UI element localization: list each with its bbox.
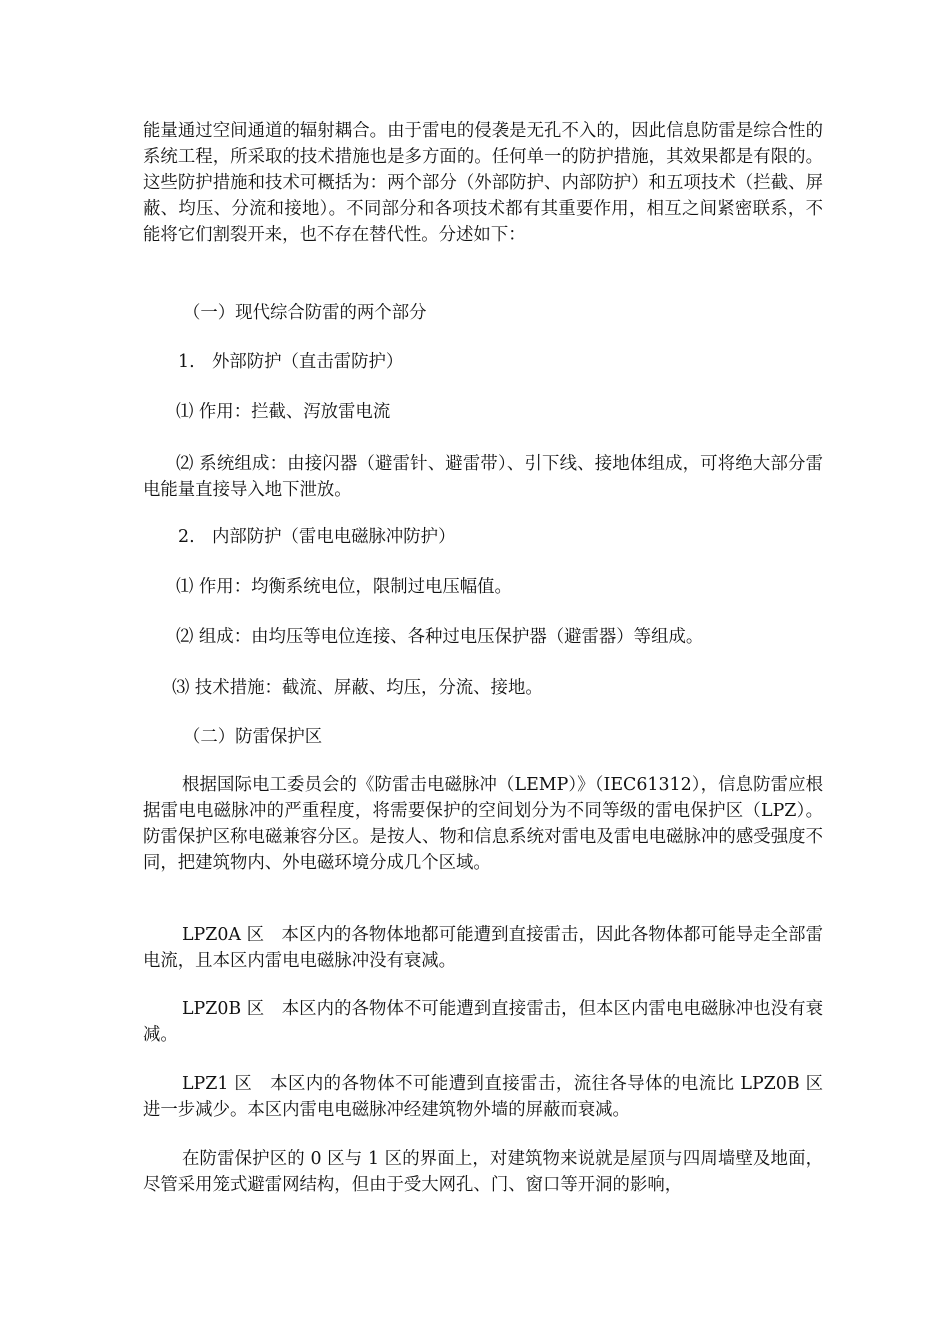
internal-protection-measures: ⑶ 技术措施：截流、屏蔽、均压，分流、接地。 (172, 678, 543, 698)
section-heading-protection-zones: （二）防雷保护区 (183, 727, 323, 747)
intro-paragraph: 能量通过空间通道的辐射耦合。由于雷电的侵袭是无孔不入的，因此信息防雷是综合性的系统工程，所采取的技术措施也是多方面的。任何单一的防护措施，其效果都是有限的。这些防护措施和技术可概括为：两个部分（外部防护、内部防护）和五项技术（拦截、屏蔽、均压、分流和接地）。不同部分和各项技术都有其重要作用，相互之间紧密联系，不能将它们割裂开来，也不存在替代性。分述如下： (143, 121, 823, 245)
external-protection-function: ⑴ 作用：拦截、泻放雷电流 (176, 402, 391, 422)
external-protection-composition: ⑵ 系统组成：由接闪器（避雷针、避雷带）、引下线、接地体组成，可将绝大部分雷电能量直接导入地下泄放。 (143, 454, 823, 500)
lpz0a-paragraph: LPZ0A 区 本区内的各物体地都可能遭到直接雷击，因此各物体都可能导走全部雷电流，且本区内雷电电磁脉冲没有衰减。 (143, 925, 823, 971)
boundary-paragraph: 在防雷保护区的 0 区与 1 区的界面上，对建筑物来说就是屋顶与四周墙壁及地面，尽管采用笼式避雷网结构，但由于受大网孔、门、窗口等开洞的影响， (143, 1149, 823, 1195)
subheading-internal-protection: 2. 内部防护（雷电电磁脉冲防护） (178, 527, 456, 547)
section-heading-two-parts: （一）现代综合防雷的两个部分 (183, 303, 427, 323)
subheading-external-protection: 1. 外部防护（直击雷防护） (178, 352, 404, 372)
lpz1-paragraph: LPZ1 区 本区内的各物体不可能遭到直接雷击，流往各导体的电流比 LPZ0B 区进一步减少。本区内雷电电磁脉冲经建筑物外墙的屏蔽而衰减。 (143, 1074, 823, 1120)
lpz-intro-paragraph: 根据国际电工委员会的《防雷击电磁脉冲（LEMP）》（IEC61312），信息防雷应根据雷电电磁脉冲的严重程度，将需要保护的空间划分为不同等级的雷电保护区（LPZ）。防雷保护区称电磁兼容分区。是按人、物和信息系统对雷电及雷电电磁脉冲的感受强度不同，把建筑物内、外电磁环境分成几个区域。 (143, 775, 823, 873)
internal-protection-composition: ⑵ 组成：由均压等电位连接、各种过电压保护器（避雷器）等组成。 (176, 627, 704, 647)
lpz0b-paragraph: LPZ0B 区 本区内的各物体不可能遭到直接雷击，但本区内雷电电磁脉冲也没有衰减。 (143, 999, 823, 1045)
internal-protection-function: ⑴ 作用：均衡系统电位，限制过电压幅值。 (176, 577, 512, 597)
